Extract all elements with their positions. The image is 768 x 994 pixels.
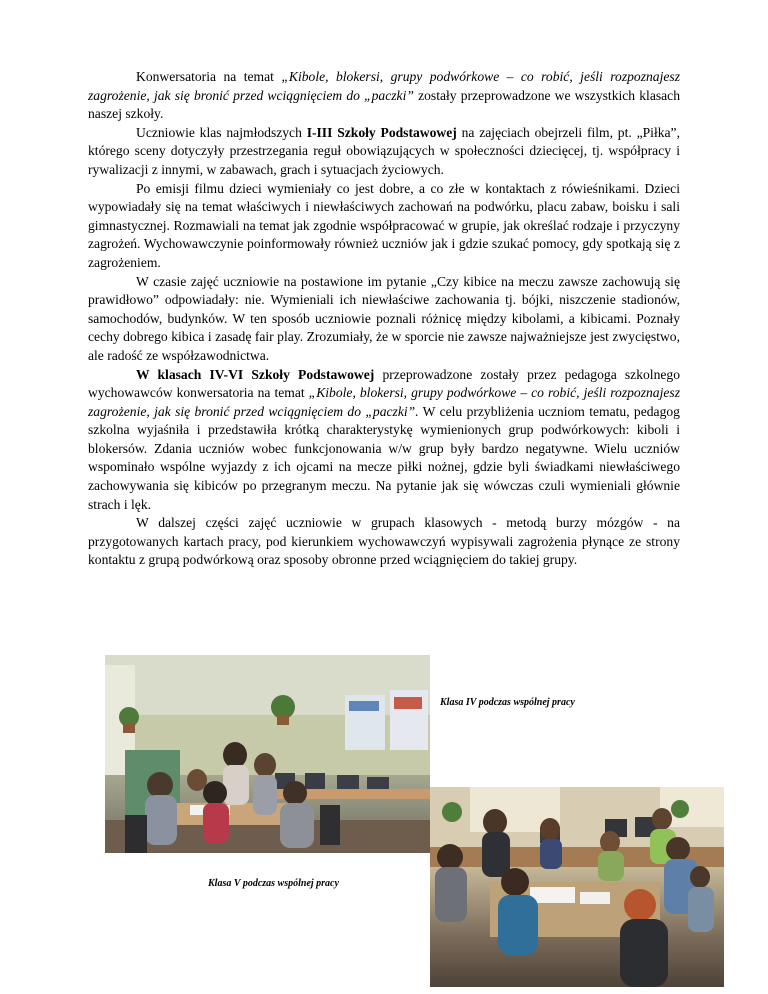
paragraph-grades-1-3 (88, 124, 680, 180)
paragraph-grades-1-3-lead: Uczniowie klas najmłodszych (136, 124, 307, 140)
paragraph-grades-4-6-bold: W klasach IV-VI Szkoły Podstawowej (136, 366, 375, 382)
paragraph-intro (88, 68, 680, 124)
paragraph-intro-lead: Konwersatoria na temat (136, 69, 282, 84)
photo-class-v-illustration (430, 787, 724, 987)
paragraph-grades-4-6-topic: „Kibole, blokersi, grupy podwórkowe – co robić, jeśli rozpoznajesz zagrożenie, jak się bronić przed wciągnięciem do „paczki”. (88, 385, 680, 419)
caption-class-v: Klasa V podczas wspólnej pracy (208, 878, 339, 889)
photo-class-iv (105, 655, 430, 853)
paragraph-grades-4-6-tail: W celu przybliżenia uczniom tematu, pedagog szkolna wyjaśniła i przedstawiła krótką charakterystykę wymienionych grup podwórkowych: kiboli i blokersów. Zdania uczniów wobec funkcjonowania w/w grup były bardzo negatywne. Wielu uczniów wspominało wspólne wyjazdy z ich ojcami na mecze piłki nożnej, gdzie byli świadkami niewłaściwego zachowywania się kibiców po przegranym meczu. Na pytanie jak się wówczas czuli wymieniali głównie strach i lęk. (88, 403, 680, 512)
photo-class-iv-illustration (105, 655, 430, 853)
paragraph-fans-question: W czasie zajęć uczniowie na postawione im pytanie „Czy kibice na meczu zawsze zachowują się prawidłowo” odpowiadały: nie. Wymieniali ich niewłaściwe zachowania tj. bójki, niszczenie stadionów, samochodów, budynków. W ten sposób uczniowie poznali różnicę między kibolami, a kibicami. Poznały cechy dobrego kibica i zasadę fair play. Zrozumiały, że w sporcie nie zawsze najważniejsze jest zwycięstwo, ale radość ze współzawodnictwa. (88, 273, 680, 363)
paragraph-grades-4-6-lead: przeprowadzone zostały przez pedagoga szkolnego wychowawców konwersatoria na temat (88, 366, 680, 401)
paragraph-film-discussion: Po emisji filmu dzieci wymieniały co jest dobre, a co złe w kontaktach z rówieśnikami. Dzieci wypowiadały się na temat właściwych i niewłaściwych zachowań na podwórku, placu zabaw, boisku i sali gimnastycznej. Rozmawiali na temat jak zgodnie współpracować w grupie, jak określać rodzaje i przyczyny zagrożeń. Wychowawczynie poinformowały również uczniów jak i gdzie szukać pomocy, gdy spotkają się z zagrożeniem. (88, 180, 680, 270)
photo-class-v (430, 787, 724, 987)
article-body (88, 68, 680, 570)
paragraph-grades-1-3-tail: na zajęciach obejrzeli film, pt. „Piłka”, którego sceny dotyczyły przestrzegania reguł obowiązujących w społeczności dziecięcej, tj. współpracy i rywalizacji z innymi, w zabawach, grach i sytuacjach życiowych. (88, 124, 680, 177)
caption-class-iv: Klasa IV podczas wspólnej pracy (440, 697, 575, 708)
paragraph-brainstorm: W dalszej części zajęć uczniowie w grupach klasowych - metodą burzy mózgów - na przygotowanych kartach pracy, pod kierunkiem wychowawczyń wypisywali zagrożenia płynące ze strony kontaktu z grupą podwórkową oraz sposoby obronne przed wciągnięciem do takiej grupy. (88, 515, 680, 568)
paragraph-intro-tail: zostały przeprowadzone we wszystkich klasach naszej szkoły. (88, 87, 681, 122)
paragraph-intro-topic: „Kibole, blokersi, grupy podwórkowe – co robić, jeśli rozpoznajesz zagrożenie, jak się bronić przed wciągnięciem do „paczki” (88, 69, 680, 103)
paragraph-grades-4-6 (88, 366, 680, 515)
paragraph-grades-1-3-bold: I-III Szkoły Podstawowej (306, 124, 457, 140)
